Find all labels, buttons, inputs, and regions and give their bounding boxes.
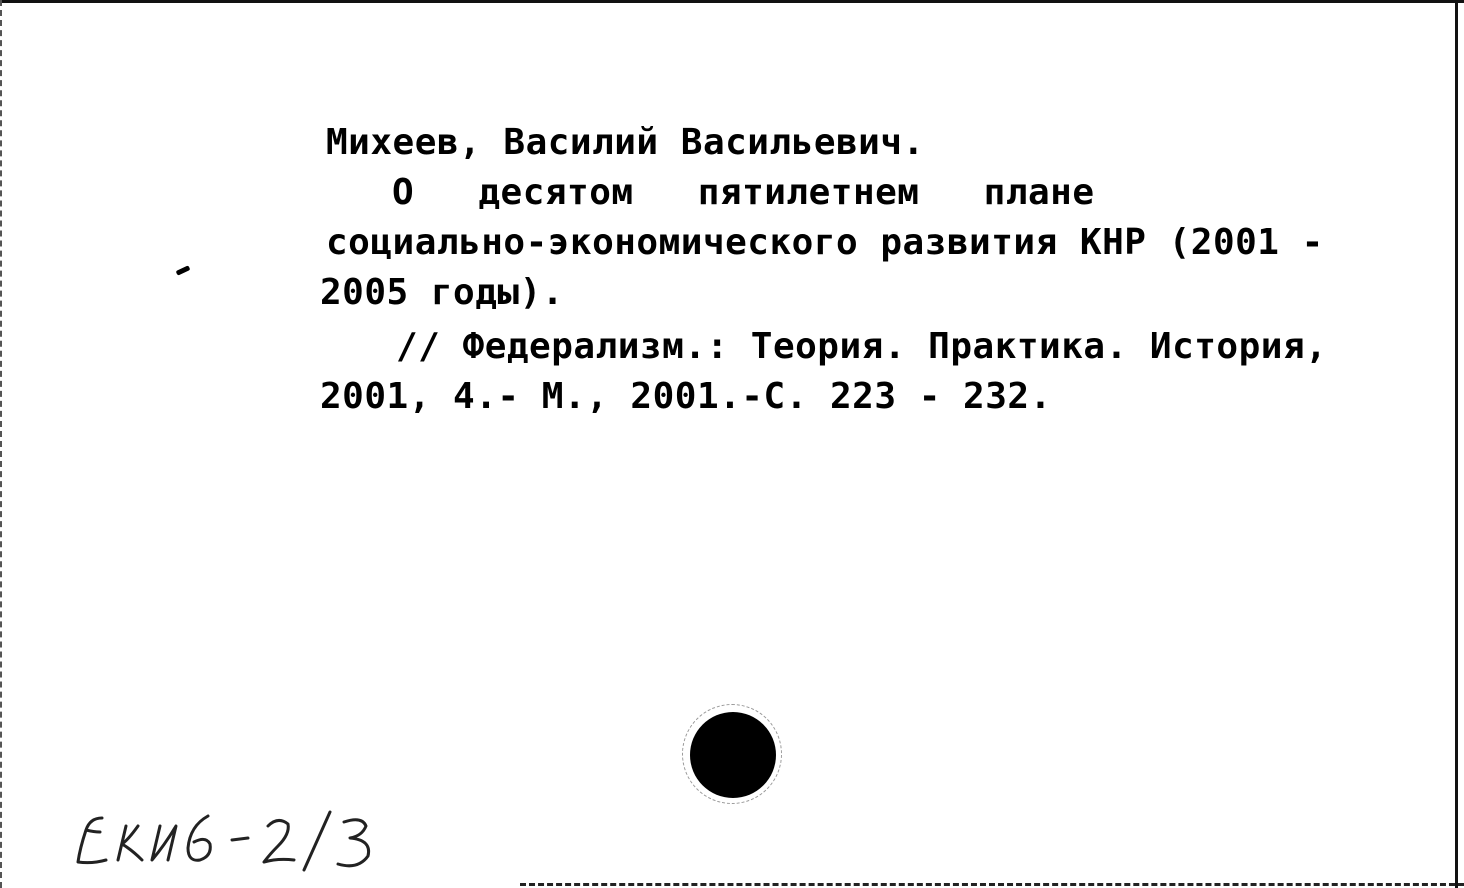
title-line-2: социально-экономического развития КНР (2001 - (326, 222, 1324, 263)
card-right-edge (1451, 0, 1458, 888)
ink-speck (176, 265, 191, 275)
source-line-2: 2001, 4.- М., 2001.-С. 223 - 232. (320, 376, 1052, 417)
title-line-1: О десятом пятилетнем плане (392, 172, 1095, 213)
title-line-3: 2005 годы). (320, 272, 564, 313)
punch-hole (690, 712, 776, 798)
source-line-1: // Федерализм.: Теория. Практика. История, (396, 326, 1328, 367)
card-top-edge (0, 0, 1464, 6)
author-line: Михеев, Василий Васильевич. (326, 122, 925, 163)
handwritten-shelf-mark (72, 796, 432, 876)
card-left-edge (0, 0, 4, 888)
card-bottom-edge (520, 880, 1464, 886)
